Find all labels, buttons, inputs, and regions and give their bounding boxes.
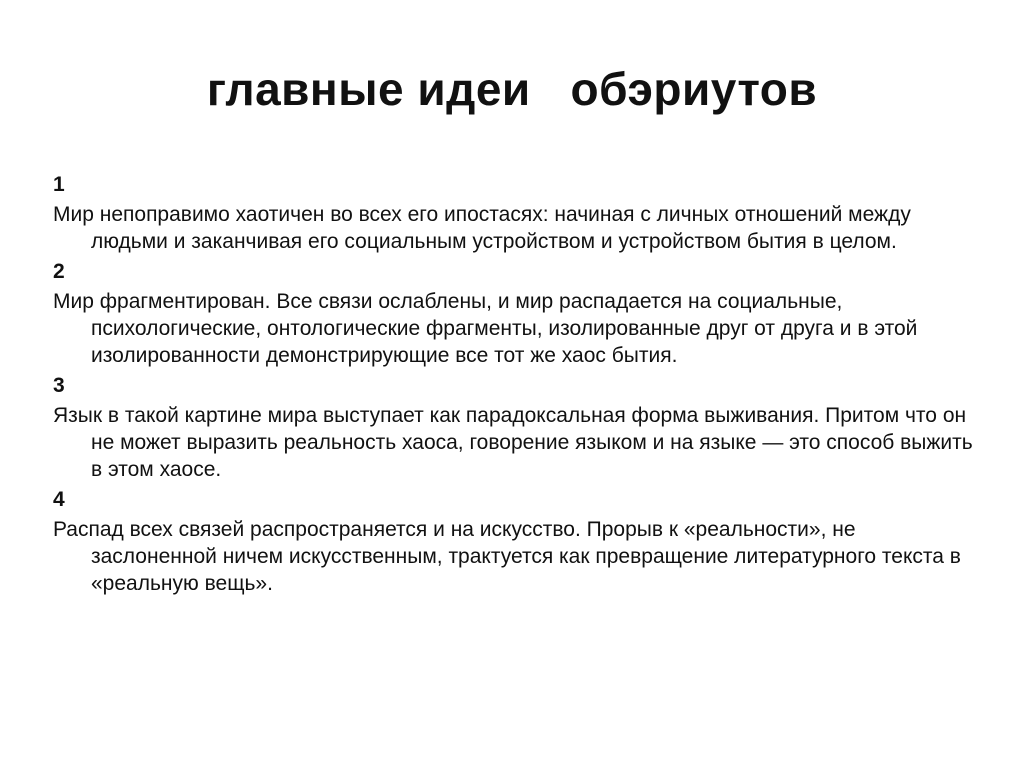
- item-text-1: Мир непоправимо хаотичен во всех его ипостасях: начиная с личных отношений между людьми и заканчивая его социальным устройством и устройством бытия в целом.: [53, 203, 911, 253]
- item-text-2: Мир фрагментирован. Все связи ослаблены, и мир распадается на социальные, психологические, онтологические фрагменты, изолированные друг от друга и в этой изолированности демонстрирующие все тот же хаос бытия.: [53, 290, 918, 367]
- slide-title: главные идеи обэриутов: [206, 63, 818, 115]
- item-text-4: Распад всех связей распространяется и на искусство. Прорыв к «реальности», не заслоненной ничем искусственным, трактуется как превращение литературного текста в «реальную вещь».: [53, 518, 961, 595]
- item-number-3: 3: [53, 374, 65, 397]
- slide-content: [53, 168, 983, 600]
- item-number-4: 4: [53, 488, 65, 511]
- item-text-3: Язык в такой картине мира выступает как парадоксальная форма выживания. Притом что он не может выразить реальность хаоса, говорение языком и на языке — это способ выжить в этом хаосе.: [53, 404, 973, 481]
- item-number-1: 1: [53, 173, 65, 196]
- item-number-2: 2: [53, 260, 65, 283]
